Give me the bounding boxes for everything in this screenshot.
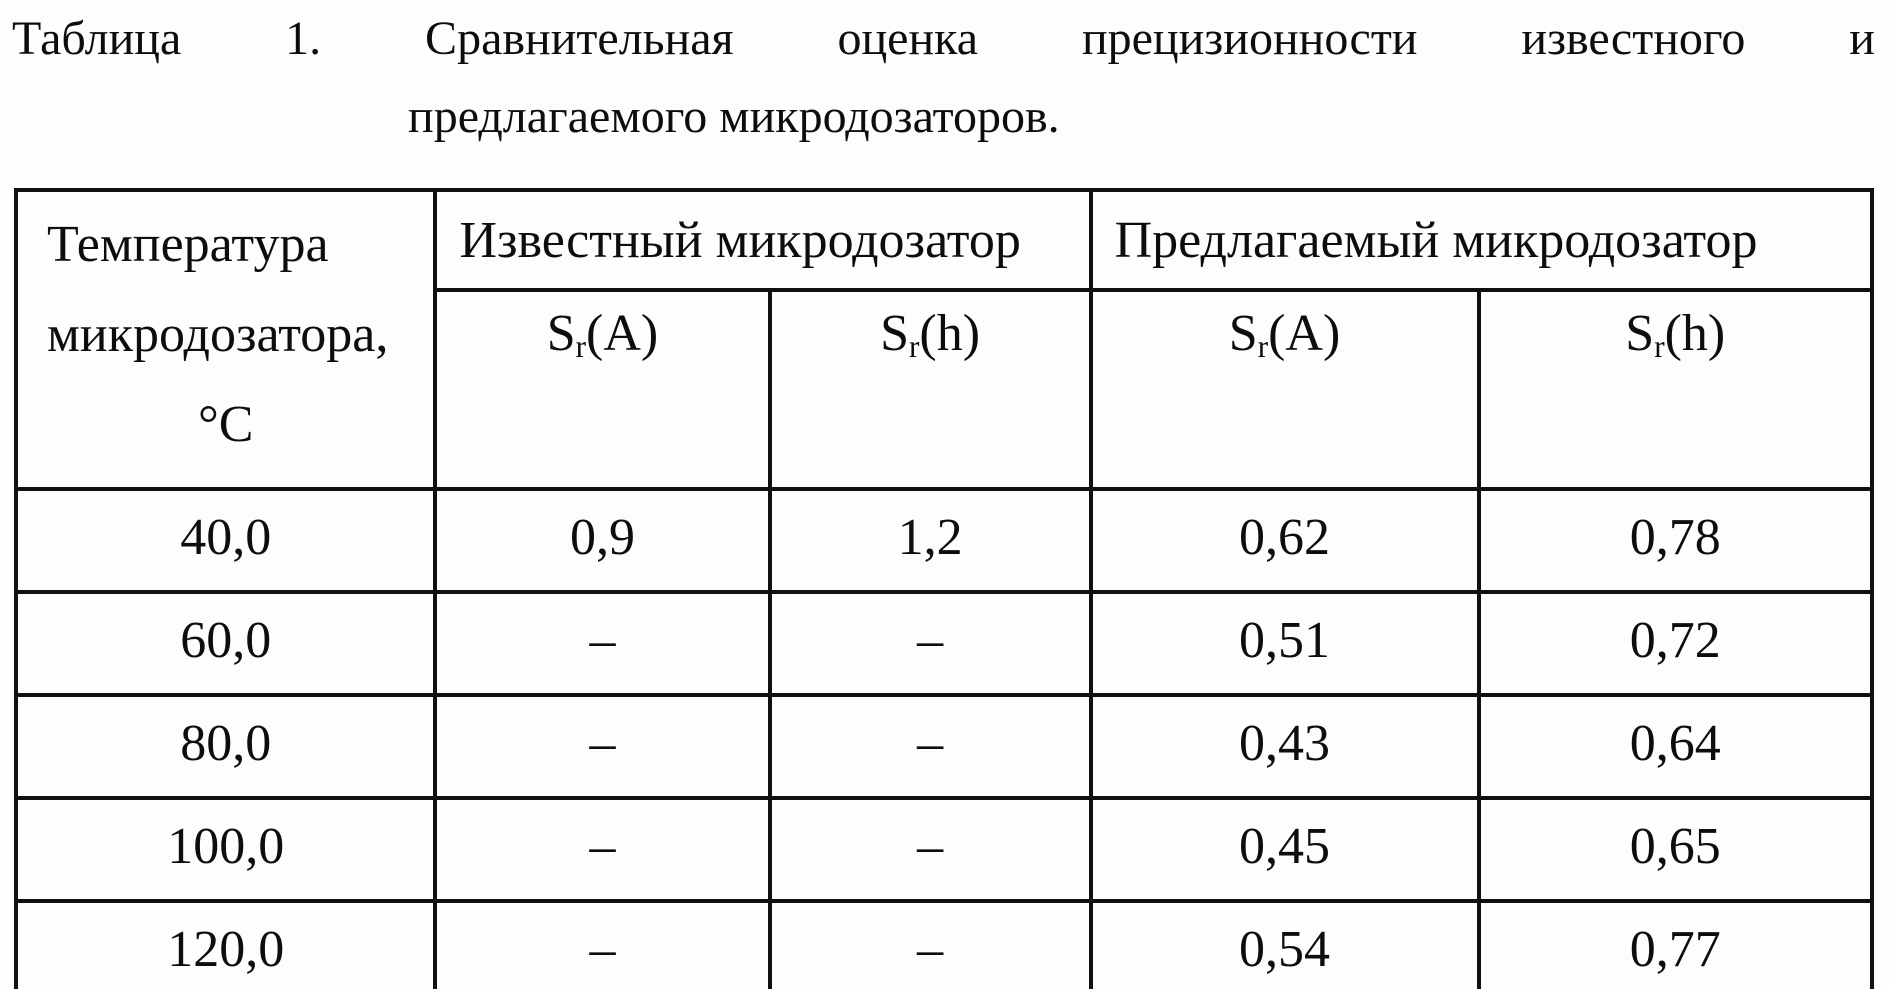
header-row-groups <box>16 190 1872 290</box>
comparison-table <box>14 188 1874 989</box>
cell-known-sra: – <box>435 798 769 901</box>
table-caption-line1 <box>12 12 1875 66</box>
sr-base: S <box>1228 305 1258 362</box>
cell-proposed-sra: 0,51 <box>1091 592 1479 695</box>
sr-argument: (h) <box>919 305 981 362</box>
cell-known-sra: – <box>435 695 769 798</box>
sr-subscript: r <box>575 328 587 364</box>
cell-proposed-srh: 0,64 <box>1479 695 1873 798</box>
title-word: прецизионности <box>1081 12 1418 65</box>
sr-base: S <box>546 305 576 362</box>
cell-known-srh: – <box>770 592 1091 695</box>
cell-proposed-srh: 0,65 <box>1479 798 1873 901</box>
corner-header-line: Температура <box>47 216 329 273</box>
subheader-cell <box>1091 290 1479 489</box>
table-row <box>16 695 1872 798</box>
cell-known-srh: – <box>770 798 1091 901</box>
cell-known-srh: 1,2 <box>770 489 1091 592</box>
corner-header-line: °C <box>197 396 254 453</box>
cell-known-srh: – <box>770 901 1091 989</box>
sr-argument: (h) <box>1664 305 1726 362</box>
cell-known-srh: – <box>770 695 1091 798</box>
cell-known-sra: – <box>435 901 769 989</box>
sr-base: S <box>1625 305 1655 362</box>
title-word: и <box>1849 12 1875 65</box>
title-word: оценка <box>837 12 979 65</box>
corner-header-cell <box>16 190 435 489</box>
cell-temperature: 80,0 <box>16 695 435 798</box>
table-row <box>16 901 1872 989</box>
sr-subscript: r <box>1654 328 1665 364</box>
title-word: Таблица <box>12 12 182 65</box>
table-row <box>16 798 1872 901</box>
group-header-proposed: Предлагаемый микродозатор <box>1091 190 1872 290</box>
table-caption <box>0 0 1889 144</box>
cell-proposed-srh: 0,77 <box>1479 901 1873 989</box>
cell-proposed-sra: 0,54 <box>1091 901 1479 989</box>
title-word: Сравнительная <box>425 12 734 65</box>
cell-temperature: 100,0 <box>16 798 435 901</box>
sr-subscript: r <box>909 328 920 364</box>
cell-proposed-srh: 0,78 <box>1479 489 1873 592</box>
cell-temperature: 120,0 <box>16 901 435 989</box>
cell-proposed-sra: 0,62 <box>1091 489 1479 592</box>
table-caption-line2: предлагаемого микродозаторов. <box>408 90 1060 143</box>
sr-argument: (A) <box>586 305 659 362</box>
sr-subscript: r <box>1257 328 1269 364</box>
subheader-cell <box>435 290 769 489</box>
title-word: известного <box>1521 12 1746 65</box>
cell-temperature: 40,0 <box>16 489 435 592</box>
table-row <box>16 592 1872 695</box>
cell-known-sra: 0,9 <box>435 489 769 592</box>
table-row <box>16 489 1872 592</box>
title-word: 1. <box>285 12 322 65</box>
corner-header-line: микродозатора, <box>47 306 389 363</box>
cell-temperature: 60,0 <box>16 592 435 695</box>
sr-base: S <box>880 305 910 362</box>
subheader-cell <box>1479 290 1873 489</box>
cell-proposed-sra: 0,43 <box>1091 695 1479 798</box>
cell-proposed-srh: 0,72 <box>1479 592 1873 695</box>
sr-argument: (A) <box>1268 305 1341 362</box>
cell-proposed-sra: 0,45 <box>1091 798 1479 901</box>
group-header-known: Известный микродозатор <box>435 190 1090 290</box>
cell-known-sra: – <box>435 592 769 695</box>
subheader-cell <box>770 290 1091 489</box>
